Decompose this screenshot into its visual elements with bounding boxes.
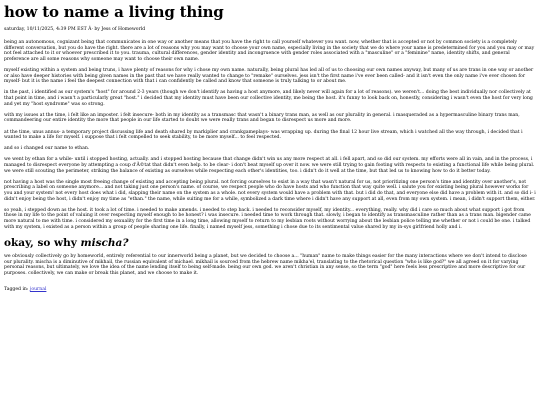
post-title: how to name a living thing	[4, 3, 224, 21]
tag-link-journal[interactable]: journal	[29, 286, 47, 292]
section-heading	[4, 237, 536, 250]
tags-label: Tagged in:	[4, 286, 30, 292]
post-tags	[4, 287, 536, 293]
paragraph: and so i changed our name to ethan.	[4, 146, 90, 152]
section-heading-text: okay, so why	[4, 237, 81, 250]
paragraph: being an autonomous, cognizant being that communicates in one way or another means that you have the right to call yourself whatever you want. now, whether that is accepted or not by common society is a completely different conversation, but you do have the right. there are a lot of reasons why you may want to choose your own name, especially living in the society that we do where your name is predetermined for you and you may or may not feel attached to it or whoever prescribed it to you. trauma, cultural differences, gender identity and incongruence with gender roles associated with a "masculine" or a "feminine" name, identity shifts, and general preference are all some reasons why someone may want to choose their own name.	[4, 40, 535, 62]
paragraph: with my issues at the time, i felt like an imposter. i felt insecure- both in my identity as a transmasc that wasn't a binary trans man, as well as our plurality in general. i masqueraded as a hypermasculine binary trans man, commandeering our entire identity the more that people in our life started to doubt we were really trans and began to disrespect us more and more.	[4, 112, 520, 124]
post-meta: saturday, 10/11/2025, 4:39 PM EST Â· by Jess of Homeworld	[4, 27, 146, 32]
paragraph: in the past, i identified as our system's "host" for around 2-3 years (though we don't identify as having a host anymore, and likely never will again for a lot of reasons). we weren't... doing the best individually nor collectively at that point in time, and i wasn't a particularly great "host." i decided that my identity must have been our collective identity, me being the host. it's funny to look back on, honestly, considering i wasn't even the host for very long and yet my "host syndrome" was so strong.	[4, 90, 533, 107]
paragraph: myself existing within a system and being truns, i have plenty of reasons for why i chose my own name. naturally, being plural has led all of us to choosing our own names anyway, but many of us are trans in one way or another or also have deeper histories with being given names in the past that we have really wanted to change to "remake" ourselves. jess isn't the first name i've ever been called- and it isn't even the only name i've ever chosen for myself- but it is the name i feel the deepest connection with that i can confidently be called and know that someone is truly talking to or about me.	[4, 67, 534, 85]
paragraph: not having a host was the single most freeing change of existing and accepting being plural. not forcing ourselves to exist in a way that wasn't natural for us, not prioritizing one person's time and identity over another's, not prescribing a label on someone anymore... and not taking just one person's name. of course, we respect people who do have hosts and who function that way quite well. i salute you for existing being plural however works for you and your system! not every host does what i did, slapping their name on the system as a whole. not every system would have a problem with that. but i did do that, and everyone else did have a problem with it. and so did i- i didn't enjoy being the host, i didn't enjoy my time as "ethan." the name, while suiting me for a while, symbolized a dark time where i didn't have any support at all, even from my own system. i mean, i didn't support them, either.	[4, 179, 536, 202]
paragraph: at the time, unus annus- a temporary project discussing life and death shared by markiplier and crankgameplays- was wrapping up. during the final 12 hour live stream, which i watched all the way through, i decided that i wanted to make a life for myself. i suppose that i felt compelled to seek stability, to be more myself... to feel respected.	[4, 129, 523, 141]
paragraph: so yeah, i stepped down as the host. it took a lot of time. i needed to make amends. i needed to step back. i needed to reconsider myself, my identity... everything, really. why did i care so much about what support i got from those in my life to the point of valuing it over respecting myself enough to be honest? i was insecure. i needed time to work through that. slowly, i began to identify as transmasculine rather than as a trans man. bigender came more natural to me with time. i considered my sexuality for the first time in a long time, allowing myself to return to my lesbian roots without worrying about the lesbian police telling me whether or not i could be one. i talked with my system, i existed as a person within a group of people sharing one life. finally, i named myself jess, something i chose due to its sentimental value shared by my in-sys girlfriend holly and i.	[4, 207, 531, 230]
section-body	[4, 254, 536, 276]
post-body	[4, 40, 536, 230]
paragraph: we obviously collectively go by homeworld, entirely referential to our innerworld being a planet, but we decided to choose a... "human" name to make things easier for the many interactions where we don't intend to disclose our plurality. mischa is a diminutive of mikhail, the russian equivalent of michael. mikhail is sourced from the hebrew name mikha'el, translating to the rhetorical question "who is like god?" we all agreed on it for varying personal reasons, but ultimately, we love the idea of the name lending itself to being self-made. being our own god. we aren't christian in any sense, so the term "god" here feels less prescriptive and more descriptive for our purposes. collectively, we can make or break this planet, and we choose to make it.	[4, 254, 527, 276]
paragraph: we went by ethan for a while- until i stopped hosting, actually. and i stopped hosting because that change didn't win us any more respect at all. i fell apart, and so did our system. my efforts were all in vain, and in the process, i managed to disrespect everyone by attempting a coup d'Ã©tat that didn't even help. to be clear- i don't beat myself up over it now. we were still trying to gain footing with respects to existing a functional life while being plural. we were still scouting the perimeter, striking the balance of existing as ourselves while respecting each other's identities, too. i didn't do it well at the time, but that led us to knowing how to do it better today.	[4, 157, 535, 174]
section-heading-emphasis: mischa?	[80, 237, 129, 250]
